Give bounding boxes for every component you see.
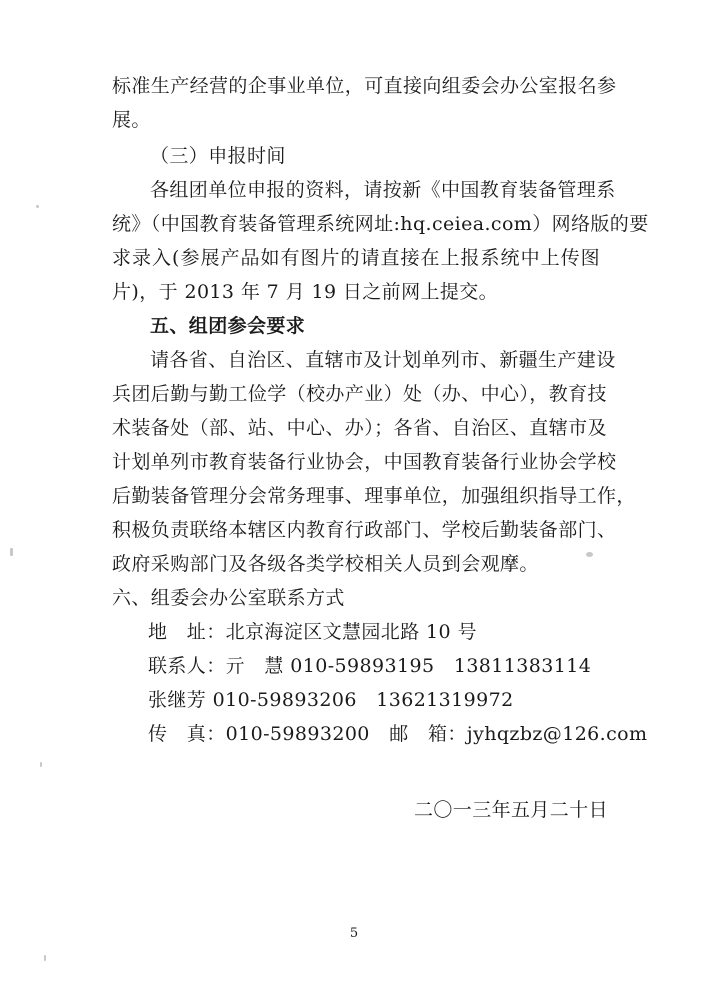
paragraph-line: 标准生产经营的企事业单位，可直接向组委会办公室报名参 [112,75,617,97]
paragraph-line: 积极负责联络本辖区内教育行政部门、学校后勤装备部门、 [112,519,617,541]
scan-speck [10,548,13,556]
scan-speck [36,205,39,208]
section-heading-contact: 六、组委会办公室联系方式 [112,587,345,609]
contact-address: 地 址：北京海淀区文慧园北路 10 号 [148,621,477,643]
paragraph-line: 片)，于 2013 年 7 月 19 日之前网上提交。 [112,281,499,303]
scan-speck [40,762,42,767]
scan-speck [586,552,593,557]
paragraph-line: 求录入(参展产品如有图片的请直接在上报系统中上传图 [112,247,600,269]
document-date: 二〇一三年五月二十日 [414,799,609,821]
paragraph-line: 后勤装备管理分会常务理事、理事单位，加强组织指导工作， [112,485,636,507]
section-heading-group-requirements: 五、组团参会要求 [150,315,306,337]
paragraph-line: 展。 [112,109,151,131]
paragraph-line: 各组团单位申报的资料，请按新《中国教育装备管理系 [150,179,616,201]
section-heading-submission-time: （三）申报时间 [150,145,286,167]
paragraph-line: 政府采购部门及各级各类学校相关人员到会观摩。 [112,553,539,575]
page-number: 5 [349,926,359,941]
contact-person-1: 联系人：亓 慧 010-59893195 13811383114 [148,655,592,677]
contact-person-2: 张继芳 010-59893206 13621319972 [148,689,514,711]
paragraph-line: 计划单列市教育装备行业协会，中国教育装备行业协会学校 [112,451,617,473]
contact-fax-email: 传 真：010-59893200 邮 箱：jyhqzbz@126.com [148,723,648,745]
scan-speck [44,955,46,961]
paragraph-line: 请各省、自治区、直辖市及计划单列市、新疆生产建设 [150,349,616,371]
paragraph-line: 统》（中国教育装备管理系统网址:hq.ceiea.com）网络版的要 [112,213,649,235]
paragraph-line: 兵团后勤与勤工俭学（校办产业）处（办、中心），教育技 [112,383,607,405]
paragraph-line: 术装备处（部、站、中心、办）；各省、自治区、直辖市及 [112,417,607,439]
